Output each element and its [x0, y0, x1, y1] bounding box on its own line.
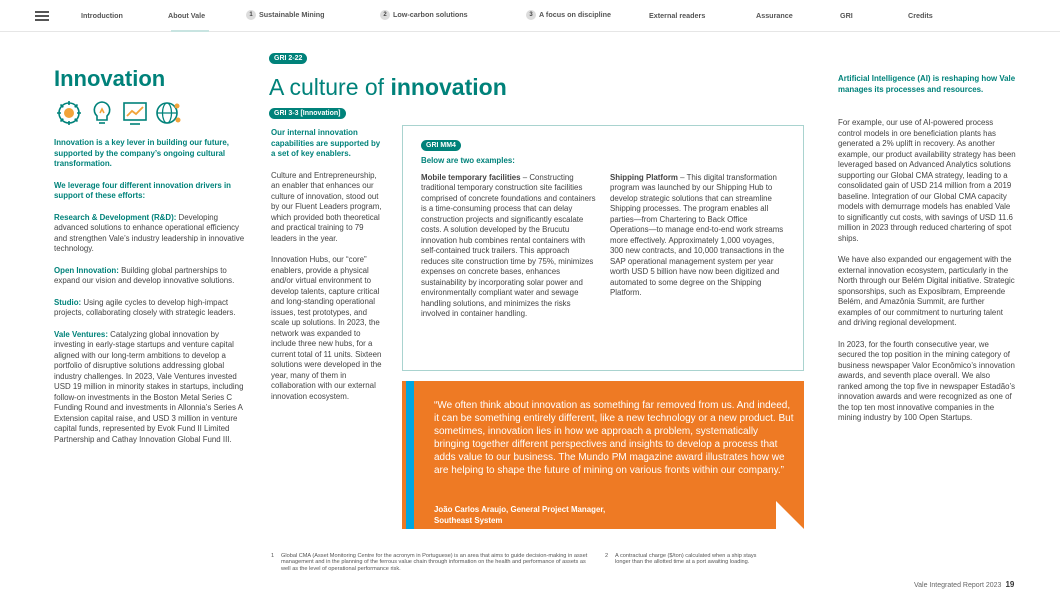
nav-about-vale[interactable]: About Vale — [168, 11, 206, 20]
gri-badge-mm4: GRI MM4 — [421, 140, 461, 151]
examples-box — [402, 125, 804, 371]
drivers-intro: We leverage four different innovation drivers in support of these efforts: — [54, 180, 231, 200]
ai-heading: Artificial Intelligence (AI) is reshaping how Vale manages its processes and resources. — [838, 74, 1016, 94]
page-footer: Vale Integrated Report 2023 19 — [914, 580, 1015, 589]
nav-assurance[interactable]: Assurance — [756, 11, 793, 20]
right-column — [838, 74, 1016, 435]
active-tab-indicator — [171, 30, 209, 32]
gri-badge-3-3: GRI 3-3 [Innovation] — [269, 108, 346, 119]
driver-rd: Research & Development (R&D): Developing advanced solutions to enhance operational efficiency and strengthen Vale’s industry leadership in innovative technology. — [54, 212, 245, 253]
nav-gri[interactable]: GRI — [840, 11, 853, 20]
menu-icon[interactable] — [35, 11, 49, 21]
lightbulb-icon — [87, 98, 117, 128]
quote-text: “We often think about innovation as something far removed from us. And indeed, it can be something entirely different, like a new technology or a new product. But sometimes, innovation lies in how we approach a problem, systematically bringing together different perspectives and insights to develop a process that adds value to our business. The Mundo PM magazine award illustrates how we are helping to shape the future of mining on various fronts within our company.” — [434, 400, 794, 476]
top-navigation — [0, 0, 1060, 32]
nav-credits[interactable]: Credits — [908, 11, 933, 20]
examples-heading: Below are two examples: — [421, 156, 515, 165]
driver-open-innovation: Open Innovation: Building global partnerships to expand our vision and develop innovative solutions. — [54, 265, 235, 285]
innovation-icons — [54, 96, 246, 130]
middle-column — [271, 128, 384, 413]
driver-vale-ventures: Vale Ventures: Catalyzing global innovation by investing in early-stage startups and venture capital aligned with our long-term ambitions to develop a portfolio of disruptive solutions addressing global industry challenges. In 2023, Vale Ventures invested USD 19 million in minority stakes in startups, including follow-on investments in the Boston Metal Series C Funding Round and investments in Allonnia’s Series A Extension capital raise, and USD 3 million in venture capital funds, represented by Evok Fund II Limited Partnership and Cathay Innovation Global Fund III. — [54, 329, 244, 444]
intro-statement: Innovation is a key lever in building our future, supported by the company’s ongoing cultural transformation. — [54, 138, 229, 168]
culture-paragraph: Culture and Entrepreneurship, an enabler that enhances our culture of innovation, stood out by our Fluent Leaders program, which provided both theoretical and practical training to 79 leaders in the year. — [271, 170, 382, 243]
growth-chart-icon — [120, 98, 150, 128]
nav-introduction[interactable]: Introduction — [81, 11, 123, 20]
innovation-title: Innovation — [54, 66, 166, 91]
nav-focus-discipline[interactable]: 3 A focus on discipline — [526, 10, 611, 20]
example-mobile-facilities: Mobile temporary facilities – Constructing traditional temporary construction site facilities comprised of concrete foundations and containers is a time-consuming process that can delay construction projects and significantly escalate costs. A solution developed by the Brucutu innovation hub combines rental containers with self-contained truck trailers. This approach reduces site construction time by 75%, minimizes expenses on concrete bases, enhances sustainability by incorporating solar power and environmentally compliant water and sewage handling solutions, and minimizes the risks involved in container handling. — [421, 172, 596, 318]
hubs-paragraph: Innovation Hubs, our “core” enablers, provide a physical and/or virtual environment to develop talents, capture critical and long-standing operational issues, test prototypes, and scale up solutions. In 2023, the network was expanded to include three new hubs, for a current total of 11 units. Sixteen solutions were developed in the year, many of them in collaboration with our external innovation ecosystem. — [271, 255, 382, 401]
ai-paragraph: For example, our use of AI-powered process control models in ore beneficiation plants has generated a 2% uplift in recovery. As another example, our product availability strategy has been leveraged based on Advanced Analytics solutions supporting our Global CMA strategy, leading to a consolidated gain of USD 214 million from a 2019 baseline. Integration of our Global CMA capacity models with demurrage models has enabled Vale to significantly cut costs, with savings of USD 11.6 million in 2023 through reduced chartering of spot ships. — [838, 118, 1016, 243]
nav-external-readers[interactable]: External readers — [649, 11, 706, 20]
section-title: A culture of innovation — [269, 74, 507, 100]
quote-accent-bar — [406, 381, 414, 529]
globe-network-icon — [153, 98, 183, 128]
awards-paragraph: In 2023, for the fourth consecutive year, we secured the top position in the mining category of business newspaper Valor Econômico’s innovation awards, and seventh place overall. We also ranked among the top five in newspaper Estadão’s innovation awards and were recognized as one of the top ten most innovative companies in the mining industry by 100 Open Startups. — [838, 339, 1016, 422]
gri-badge-2-22: GRI 2-22 — [269, 53, 307, 64]
brain-gear-icon — [54, 98, 84, 128]
enablers-intro: Our internal innovation capabilities are supported by a set of key enablers. — [271, 128, 381, 158]
left-column — [54, 66, 246, 456]
nav-sustainable-mining[interactable]: 1 Sustainable Mining — [246, 10, 325, 20]
page-number: 19 — [1005, 580, 1015, 589]
quote-author: João Carlos Araujo, General Project Manager, Southeast System — [434, 505, 606, 525]
ecosystem-paragraph: We have also expanded our engagement with the external innovation ecosystem, particularly in the North through our Belém Digital initiative. Strategic sponsorships, such as Exposibram, Empreende Belém, and Amazônia Summit, are further examples of our commitment to nurturing talent and driving regional development. — [838, 255, 1015, 327]
example-shipping-platform: Shipping Platform – This digital transformation program was launched by our Shipping Hub to develop strategic solutions that can streamline Shipping processes. The program enables all parties—from Chartering to Back Office Operations—to manage end-to-end work streams more effectively. Approximately 1,000 voyages, 300 new contracts, and 10,000 transactions in the SAP operational management system per year worth USD 5 billion have now been digitized and automated to some degree on the Shipping Platform. — [610, 172, 785, 297]
quote-box — [402, 381, 804, 529]
nav-low-carbon[interactable]: 2 Low-carbon solutions — [380, 10, 468, 20]
page-fold-corner — [776, 501, 804, 529]
driver-studio: Studio: Using agile cycles to develop high-impact projects, collaborating closely with strategic leaders. — [54, 297, 236, 317]
